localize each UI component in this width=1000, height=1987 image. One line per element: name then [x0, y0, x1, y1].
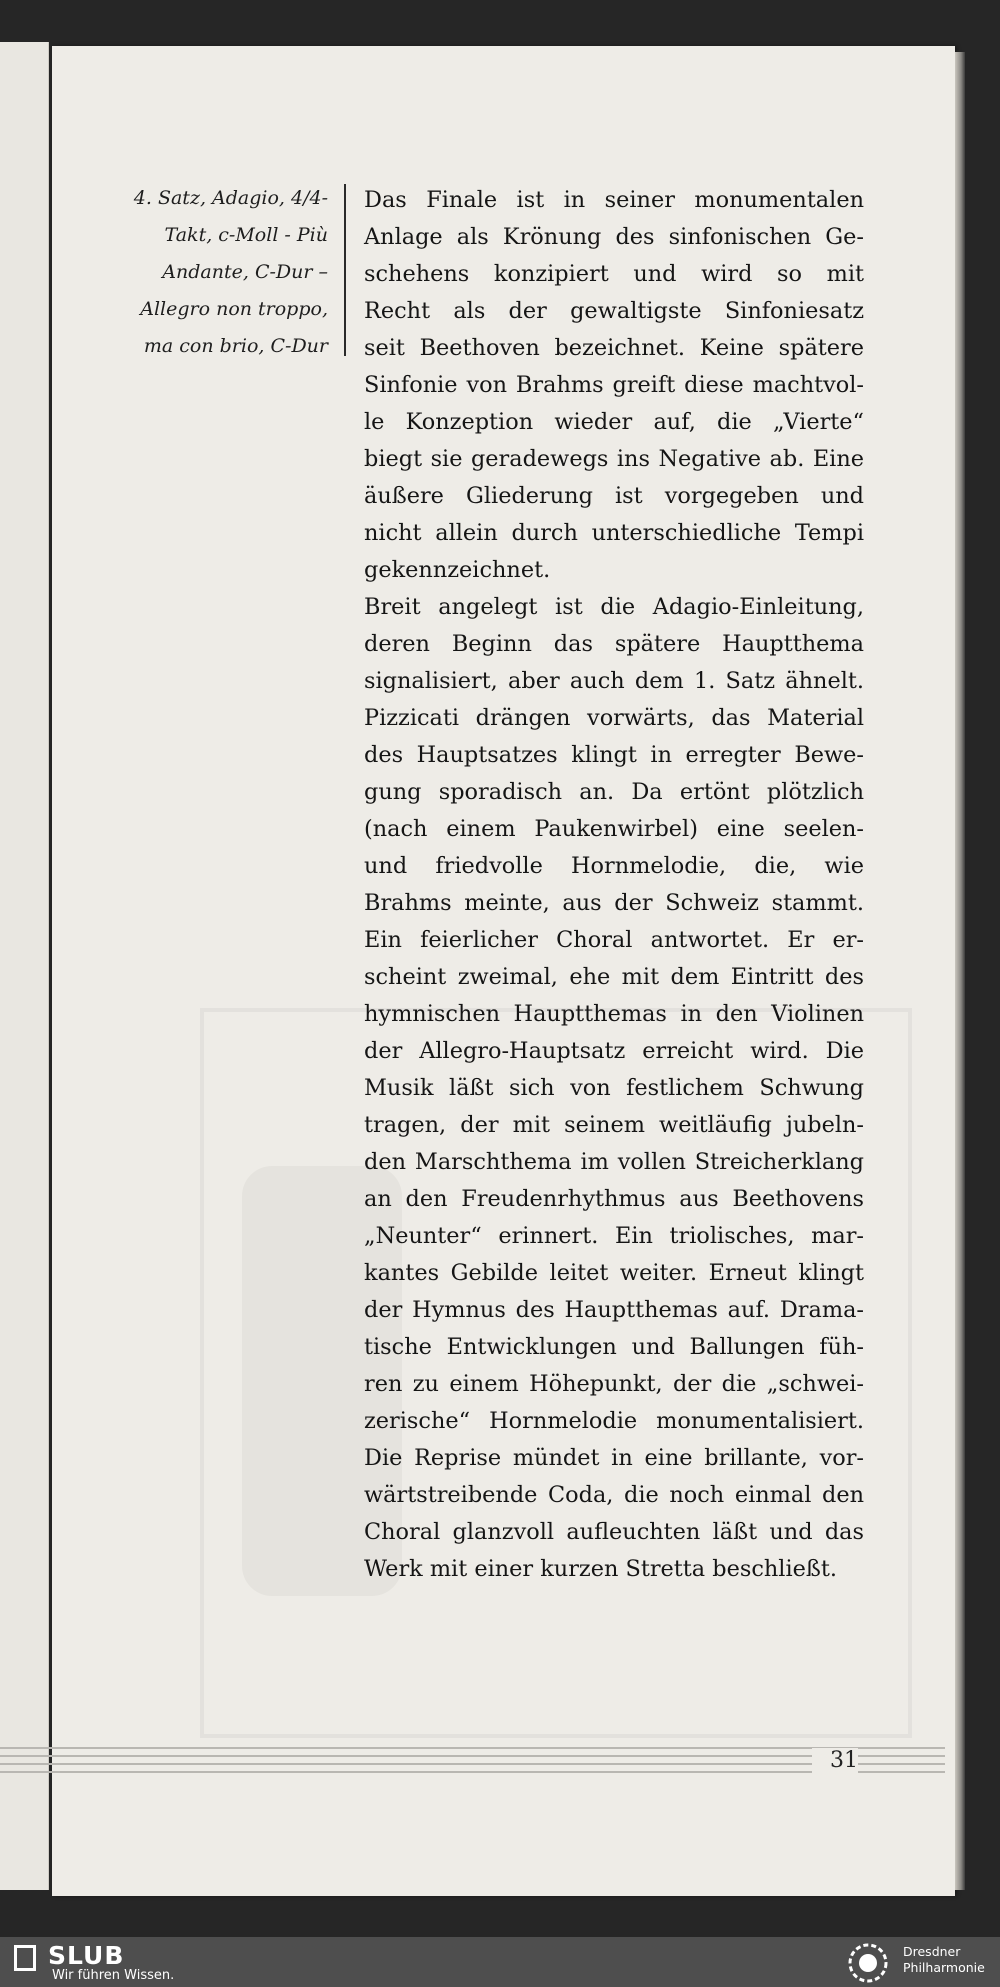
text-line: ren zu einem Höhepunkt, der die „schwei-: [364, 1371, 864, 1397]
text-line: der Allegro-Hauptsatz erreicht wird. Die: [364, 1038, 864, 1064]
page-number: 31: [812, 1748, 858, 1773]
text-line: zerische“ Hornmelodie monumentalisiert.: [364, 1408, 864, 1434]
movement-sidebar: [112, 180, 328, 365]
partner-name-line: Philharmonie: [903, 1960, 985, 1975]
text-line: Musik läßt sich von festlichem Schwung: [364, 1075, 864, 1101]
text-line: Werk mit einer kurzen Stretta beschließt.: [364, 1556, 837, 1582]
text-line: Brahms meinte, aus der Schweiz stammt.: [364, 890, 864, 916]
text-line: seit Beethoven bezeichnet. Keine spätere: [364, 335, 864, 361]
footer-rule: [0, 1763, 945, 1765]
text-line: biegt sie geradewegs ins Negative ab. Eine: [364, 446, 864, 472]
text-line: des Hauptsatzes klingt in erregter Bewe-: [364, 742, 864, 768]
text-line: le Konzeption wieder auf, die „Vierte“: [364, 409, 864, 435]
text-line: Die Reprise mündet in eine brillante, vor-: [364, 1445, 864, 1471]
text-line: „Neunter“ erinnert. Ein triolisches, mar-: [364, 1223, 864, 1249]
text-line: nicht allein durch unterschiedliche Tempi: [364, 520, 864, 546]
text-line: Anlage als Krönung des sinfonischen Ge-: [364, 224, 864, 250]
sidebar-line: Takt, c-Moll - Più: [164, 224, 328, 246]
text-line: Sinfonie von Brahms greift diese machtvol-: [364, 372, 864, 398]
footer-rule: [0, 1771, 945, 1773]
text-line: schehens konzipiert und wird so mit: [364, 261, 864, 287]
text-line: wärtstreibende Coda, die noch einmal den: [364, 1482, 864, 1508]
page-stack-edge: [955, 52, 965, 1890]
sidebar-line: Allegro non troppo,: [140, 298, 328, 320]
text-line: Pizzicati drängen vorwärts, das Material: [364, 705, 864, 731]
slub-logo-icon: [14, 1945, 36, 1971]
footer-rule: [0, 1755, 945, 1757]
sidebar-line: ma con brio, C-Dur: [143, 335, 328, 357]
text-line: hymnischen Hauptthemas in den Violinen: [364, 1001, 864, 1027]
text-line: gekennzeichnet.: [364, 557, 551, 583]
text-line: der Hymnus des Hauptthemas auf. Drama-: [364, 1297, 864, 1323]
text-line: und friedvolle Hornmelodie, die, wie: [364, 853, 864, 879]
text-line: tische Entwicklungen und Ballungen füh-: [364, 1334, 864, 1360]
text-line: scheint zweimal, ehe mit dem Eintritt des: [364, 964, 864, 990]
text-line: signalisiert, aber auch dem 1. Satz ähnelt.: [364, 668, 864, 694]
text-line: Ein feierlicher Choral antwortet. Er er-: [364, 927, 864, 953]
philharmonie-logo-icon[interactable]: [846, 1941, 890, 1985]
sidebar-line: 4. Satz, Adagio, 4/4-: [133, 187, 328, 209]
text-line: kantes Gebilde leitet weiter. Erneut klingt: [364, 1260, 864, 1286]
text-line: Das Finale ist in seiner monumentalen: [364, 187, 864, 213]
text-line: (nach einem Paukenwirbel) eine seelen-: [364, 816, 864, 842]
sidebar-divider: [344, 184, 346, 356]
footer-rule: [0, 1747, 945, 1749]
text-line: Recht als der gewaltigste Sinfoniesatz: [364, 298, 864, 324]
library-tagline: Wir führen Wissen.: [52, 1968, 175, 1983]
text-line: Choral glanzvoll aufleuchten läßt und das: [364, 1519, 864, 1545]
text-line: äußere Gliederung ist vorgegeben und: [364, 483, 864, 509]
text-line: gung sporadisch an. Da ertönt plötzlich: [364, 779, 864, 805]
text-line: deren Beginn das spätere Hauptthema: [364, 631, 864, 657]
body-text: [364, 182, 864, 1588]
text-line: Breit angelegt ist die Adagio-Einleitung,: [364, 594, 864, 620]
footer-rules: [0, 1745, 945, 1785]
text-line: tragen, der mit seinem weitläufig jubeln-: [364, 1112, 864, 1138]
text-line: den Marschthema im vollen Streicherklang: [364, 1149, 864, 1175]
sidebar-line: Andante, C-Dur –: [162, 261, 328, 283]
facing-page-edge: [0, 42, 49, 1890]
partner-name-line: Dresdner: [903, 1944, 961, 1959]
footer-bar: [0, 1937, 1000, 1987]
library-name[interactable]: SLUB: [48, 1941, 125, 1970]
text-line: an den Freudenrhythmus aus Beethovens: [364, 1186, 864, 1212]
partner-name: [903, 1944, 985, 1976]
